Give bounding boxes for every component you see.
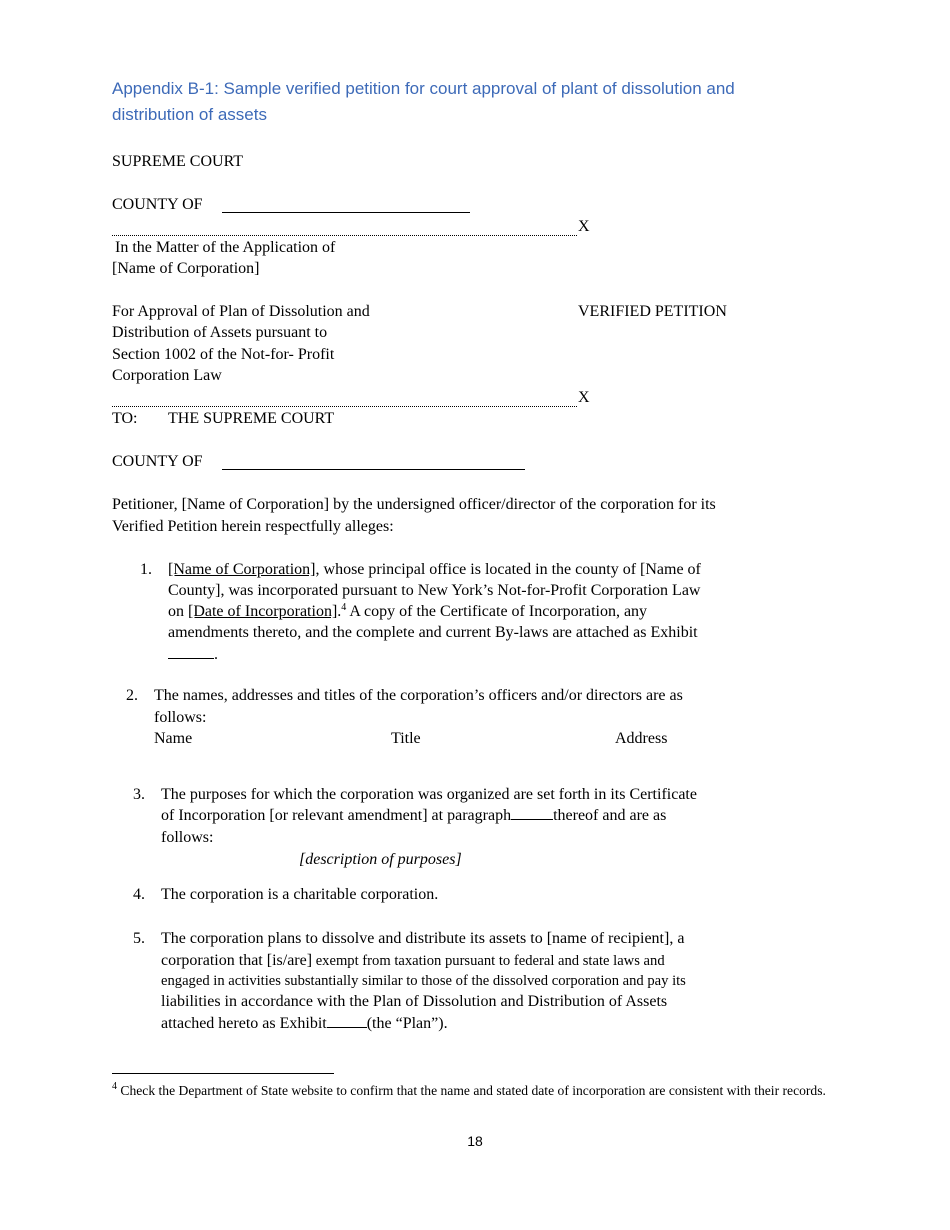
item1-line: on [Date of Incorporation].$^4$ A copy of the Certificate of Incorporation, any xyxy=(168,602,648,620)
item1-text: on xyxy=(168,603,188,620)
intro-line: Petitioner, [Name of Corporation] by the undersigned officer/director of the corporation for its xyxy=(112,496,716,513)
item-number: 5. xyxy=(133,930,145,947)
item2-line: The names, addresses and titles of the corporation’s officers and/or directors are as xyxy=(154,687,683,704)
caption-x-top: X xyxy=(578,218,590,235)
item3-text: thereof and are as xyxy=(553,807,667,824)
item3-line xyxy=(161,805,666,826)
paragraph-blank xyxy=(511,805,553,820)
item5-line xyxy=(161,950,665,972)
item5-line: The corporation plans to dissolve and distribute its assets to [name of recipient], a xyxy=(161,930,685,947)
to-value: THE SUPREME COURT xyxy=(168,410,335,427)
document-title: VERIFIED PETITION xyxy=(578,303,727,320)
appendix-heading: Appendix B-1: Sample verified petition for court approval of plant of dissolution and distribution of assets xyxy=(112,79,735,124)
county-label: COUNTY OF xyxy=(112,196,203,213)
approval-line: Distribution of Assets pursuant to xyxy=(112,324,328,341)
caption-top-divider xyxy=(112,235,577,236)
item5-line: liabilities in accordance with the Plan of Dissolution and Distribution of Assets xyxy=(161,993,668,1010)
item3-line: follows: xyxy=(161,829,214,846)
column-header-title: Title xyxy=(391,730,421,747)
item3-line: The purposes for which the corporation was organized are set forth in its Certificate xyxy=(161,786,697,803)
item5-line xyxy=(161,1013,448,1034)
purposes-placeholder: [description of purposes] xyxy=(299,851,462,868)
item5-text: exempt from taxation pursuant to federal and state laws and xyxy=(312,953,665,969)
caption-x-bottom: X xyxy=(578,389,590,406)
approval-line: Section 1002 of the Not-for- Profit xyxy=(112,346,335,363)
matter-line: In the Matter of the Application of xyxy=(115,239,336,256)
item1-line: County], was incorporated pursuant to New York’s Not-for-Profit Corporation Law xyxy=(168,582,701,599)
item-number: 2. xyxy=(126,687,138,704)
incorporation-date-link: [Date of Incorporation] xyxy=(188,603,338,620)
footnote-text: Check the Department of State website to confirm that the name and stated date of incorporation are consistent with their records. xyxy=(117,1083,826,1098)
county-label-2: COUNTY OF xyxy=(112,453,203,470)
item5-text: (the “Plan”). xyxy=(366,1015,448,1032)
footnote-separator xyxy=(112,1073,334,1074)
item1-line xyxy=(168,559,701,580)
item4-line: The corporation is a charitable corporation. xyxy=(161,886,439,903)
item1-line xyxy=(168,644,218,665)
exhibit-blank xyxy=(327,1013,367,1028)
matter-corporation-name: [Name of Corporation] xyxy=(112,260,260,277)
county-blank-line xyxy=(222,212,470,213)
court-name: SUPREME COURT xyxy=(112,153,244,170)
column-header-name: Name xyxy=(154,730,193,747)
item5-line: engaged in activities substantially similar to those of the dissolved corporation and pay its xyxy=(161,973,686,989)
item2-line: follows: xyxy=(154,709,207,726)
approval-line: Corporation Law xyxy=(112,367,222,384)
item1-text: , whose principal office is located in the county of [Name of xyxy=(315,561,701,578)
item-number: 1. xyxy=(140,561,152,578)
approval-line: For Approval of Plan of Dissolution and xyxy=(112,303,370,320)
item3-text: of Incorporation [or relevant amendment] at paragraph xyxy=(161,807,512,824)
county-blank-line-2 xyxy=(222,469,525,470)
intro-line: Verified Petition herein respectfully alleges: xyxy=(112,518,394,535)
corporation-name-link: [Name of Corporation] xyxy=(168,561,316,578)
caption-bottom-divider xyxy=(112,406,577,407)
to-label: TO: xyxy=(112,410,138,427)
item-number: 4. xyxy=(133,886,145,903)
footnote xyxy=(112,1082,832,1100)
footnote-number: 4 xyxy=(112,1081,117,1092)
item1-text: A copy of the Certificate of Incorporation, any xyxy=(346,603,648,620)
item5-text: attached hereto as Exhibit xyxy=(161,1015,327,1032)
item5-text: corporation that [is/are] xyxy=(161,952,313,969)
item1-line: amendments thereto, and the complete and current By-laws are attached as Exhibit xyxy=(168,624,698,641)
exhibit-blank xyxy=(168,644,214,659)
footnote-reference: 4 xyxy=(341,602,347,613)
page-number: 18 xyxy=(467,1133,483,1149)
item1-text: . xyxy=(214,646,218,663)
item-number: 3. xyxy=(133,786,145,803)
column-header-address: Address xyxy=(615,730,668,747)
